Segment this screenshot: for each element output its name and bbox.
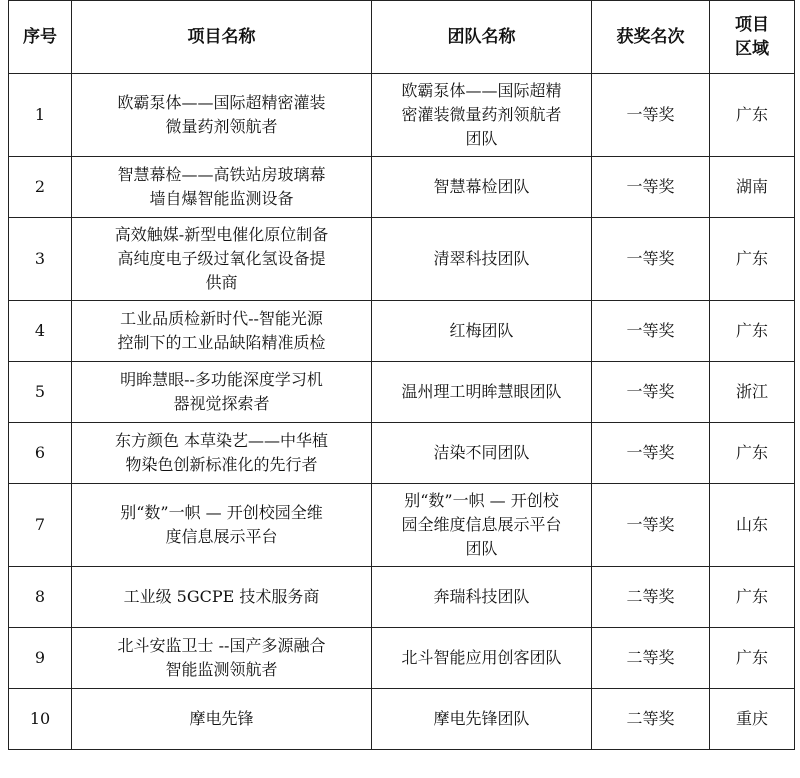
table-row: [9, 362, 795, 423]
cell-region: 湖南: [710, 157, 795, 218]
cell-region: 山东: [710, 484, 795, 567]
table-row: [9, 157, 795, 218]
header-award: 获奖名次: [592, 1, 710, 74]
cell-team: 洁染不同团队: [372, 423, 592, 484]
cell-region: 广东: [710, 74, 795, 157]
header-row: [9, 1, 795, 74]
awards-table: [8, 0, 795, 750]
cell-project: 北斗安监卫士 --国产多源融合 智能监测领航者: [72, 628, 372, 689]
cell-award: 一等奖: [592, 74, 710, 157]
cell-team: 温州理工明眸慧眼团队: [372, 362, 592, 423]
cell-project: 明眸慧眼--多功能深度学习机 器视觉探索者: [72, 362, 372, 423]
cell-region: 广东: [710, 567, 795, 628]
cell-project: 高效触媒-新型电催化原位制备 高纯度电子级过氧化氢设备提 供商: [72, 218, 372, 301]
cell-award: 一等奖: [592, 157, 710, 218]
table-row: [9, 567, 795, 628]
cell-index: 6: [9, 423, 72, 484]
table-row: [9, 423, 795, 484]
cell-team: 清翠科技团队: [372, 218, 592, 301]
cell-region: 广东: [710, 628, 795, 689]
cell-project: 工业级 5GCPE 技术服务商: [72, 567, 372, 628]
cell-team: 摩电先锋团队: [372, 689, 592, 750]
cell-project: 欧霸泵体——国际超精密灌装 微量药剂领航者: [72, 74, 372, 157]
cell-index: 4: [9, 301, 72, 362]
cell-index: 9: [9, 628, 72, 689]
cell-index: 5: [9, 362, 72, 423]
cell-region: 重庆: [710, 689, 795, 750]
cell-index: 8: [9, 567, 72, 628]
cell-award: 二等奖: [592, 689, 710, 750]
cell-region: 广东: [710, 218, 795, 301]
header-region: 项目 区域: [710, 1, 795, 74]
cell-team: 北斗智能应用创客团队: [372, 628, 592, 689]
header-project: 项目名称: [72, 1, 372, 74]
cell-award: 一等奖: [592, 484, 710, 567]
cell-project: 摩电先锋: [72, 689, 372, 750]
header-index: 序号: [9, 1, 72, 74]
table-row: [9, 301, 795, 362]
cell-award: 一等奖: [592, 218, 710, 301]
cell-award: 二等奖: [592, 567, 710, 628]
table-row: [9, 484, 795, 567]
cell-index: 3: [9, 218, 72, 301]
cell-index: 2: [9, 157, 72, 218]
cell-index: 7: [9, 484, 72, 567]
table-row: [9, 689, 795, 750]
cell-project: 工业品质检新时代--智能光源 控制下的工业品缺陷精准质检: [72, 301, 372, 362]
header-team: 团队名称: [372, 1, 592, 74]
cell-region: 广东: [710, 301, 795, 362]
cell-region: 广东: [710, 423, 795, 484]
cell-index: 10: [9, 689, 72, 750]
cell-award: 二等奖: [592, 628, 710, 689]
cell-team: 奔瑞科技团队: [372, 567, 592, 628]
cell-team: 智慧幕检团队: [372, 157, 592, 218]
cell-team: 红梅团队: [372, 301, 592, 362]
cell-team: 欧霸泵体——国际超精 密灌装微量药剂领航者 团队: [372, 74, 592, 157]
cell-project: 东方颜色 本草染艺——中华植 物染色创新标准化的先行者: [72, 423, 372, 484]
cell-region: 浙江: [710, 362, 795, 423]
table-row: [9, 218, 795, 301]
table-row: [9, 74, 795, 157]
cell-award: 一等奖: [592, 362, 710, 423]
cell-project: 别“数”一帜 — 开创校园全维 度信息展示平台: [72, 484, 372, 567]
table-row: [9, 628, 795, 689]
cell-award: 一等奖: [592, 423, 710, 484]
cell-project: 智慧幕检——高铁站房玻璃幕 墙自爆智能监测设备: [72, 157, 372, 218]
cell-team: 别“数”一帜 — 开创校 园全维度信息展示平台 团队: [372, 484, 592, 567]
cell-award: 一等奖: [592, 301, 710, 362]
cell-index: 1: [9, 74, 72, 157]
